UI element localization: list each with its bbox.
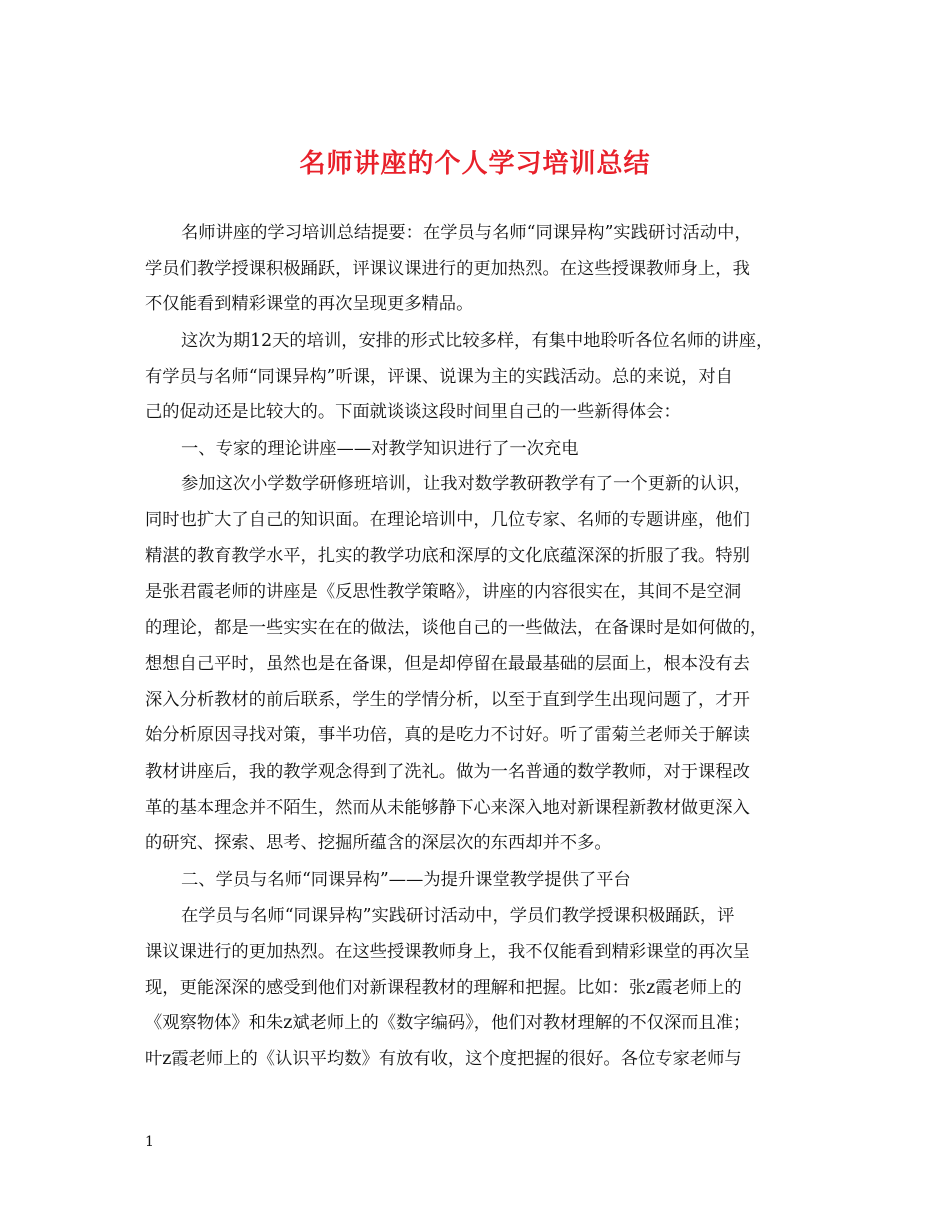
paragraph-line: 学员们教学授课积极踊跃，评课议课进行的更加热烈。在这些授课教师身上，我 — [145, 259, 750, 279]
paragraph-line: 在学员与名师“同课异构”实践研讨活动中，学员们教学授课积极踊跃，评 — [181, 906, 735, 926]
paragraph-line: 同时也扩大了自己的知识面。在理论培训中，几位专家、名师的专题讲座，他们 — [145, 510, 750, 530]
paragraph-line: 参加这次小学数学研修班培训，让我对数学教研教学有了一个更新的认识， — [181, 474, 752, 494]
paragraph-line: 课议课进行的更加热烈。在这些授课教师身上，我不仅能看到精彩课堂的再次呈 — [145, 942, 750, 962]
section-heading: 一、专家的理论讲座——对教学知识进行了一次充电 — [181, 439, 579, 459]
paragraph-line: 深入分析教材的前后联系，学生的学情分析，以至于直到学生出现问题了，才开 — [145, 690, 750, 710]
page-number: 1 — [145, 1134, 154, 1150]
paragraph-line: 己的促动还是比较大的。下面就谈谈这段时间里自己的一些新得体会： — [145, 402, 681, 422]
paragraph-line: 叶z霞老师上的《认识平均数》有放有收，这个度把握的很好。各位专家老师与 — [145, 1049, 742, 1069]
paragraph-line: 的理论，都是一些实实在在的做法，谈他自己的一些做法，在备课时是如何做的， — [145, 618, 768, 638]
paragraph-line: 想想自己平时，虽然也是在备课，但是却停留在最最基础的层面上，根本没有去 — [145, 654, 750, 674]
paragraph-line: 精湛的教育教学水平，扎实的教学功底和深厚的文化底蕴深深的折服了我。特别 — [145, 546, 750, 566]
paragraph-line: 始分析原因寻找对策，事半功倍，真的是吃力不讨好。听了雷菊兰老师关于解读 — [145, 725, 750, 745]
paragraph-line: 《观察物体》和朱z斌老师上的《数字编码》，他们对教材理解的不仅深而且准； — [145, 1013, 751, 1033]
paragraph-line: 这次为期12天的培训，安排的形式比较多样，有集中地聆听各位名师的讲座， — [181, 331, 774, 351]
paragraph-line: 的研究、探索、思考、挖掘所蕴含的深层次的东西却并不多。 — [145, 833, 612, 853]
paragraph-line: 有学员与名师“同课异构”听课，评课、说课为主的实践活动。总的来说，对自 — [145, 367, 733, 387]
paragraph-line: 名师讲座的学习培训总结提要：在学员与名师“同课异构”实践研讨活动中， — [181, 223, 752, 243]
section-heading: 二、学员与名师“同课异构”——为提升课堂教学提供了平台 — [181, 870, 631, 890]
paragraph-line: 革的基本理念并不陌生，然而从未能够静下心来深入地对新课程新教材做更深入 — [145, 798, 750, 818]
document-title: 名师讲座的个人学习培训总结 — [299, 149, 651, 179]
paragraph-line: 是张君霞老师的讲座是《反思性教学策略》，讲座的内容很实在，其间不是空洞 — [145, 582, 742, 602]
paragraph-line: 不仅能看到精彩课堂的再次呈现更多精品。 — [145, 294, 474, 314]
paragraph-line: 现，更能深深的感受到他们对新课程教材的理解和把握。比如：张z霞老师上的 — [145, 978, 742, 998]
paragraph-line: 教材讲座后，我的教学观念得到了洗礼。做为一名普通的数学教师，对于课程改 — [145, 762, 750, 782]
